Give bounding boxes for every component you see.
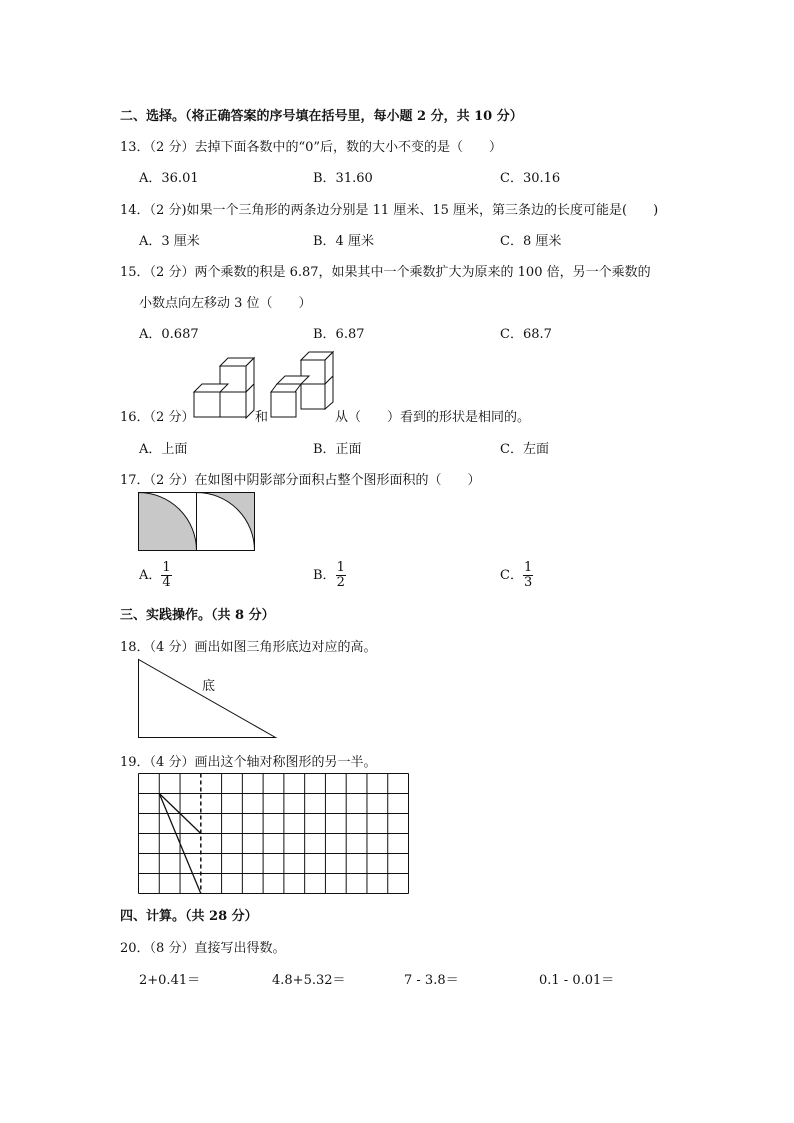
section-heading-practice: 三、实践操作。（共 8 分） (120, 608, 275, 623)
q16-and-word: 和 (255, 410, 269, 425)
question-20-stem: 20．（8 分）直接写出得数。 (120, 941, 286, 956)
q13-option-b: B．31.60 (313, 171, 373, 186)
question-13-stem: 13．（2 分）去掉下面各数中的“0”后，数的大小不变的是（ ） (120, 140, 503, 155)
q13-option-a: A．36.01 (139, 171, 199, 186)
right-triangle-figure (138, 659, 278, 739)
denominator: 4 (162, 575, 171, 590)
symmetry-grid-figure (138, 773, 410, 895)
numerator: 1 (523, 560, 533, 575)
q16-option-a: A．上面 (139, 442, 188, 457)
question-16-suffix: 从（ ）看到的形状是相同的。 (335, 410, 531, 425)
q14-option-c: C．8 厘米 (500, 234, 562, 249)
calc-item-4: 0.1 - 0.01＝ (539, 973, 615, 988)
triangle-base-label: 底 (202, 679, 216, 694)
question-15-stem-line2: 小数点向左移动 3 位（ ） (139, 296, 312, 311)
q14-option-a: A．3 厘米 (139, 234, 200, 249)
q13-option-c: C．30.16 (500, 171, 561, 186)
section-heading-choice: 二、选择。（将正确答案的序号填在括号里，每小题 2 分，共 10 分） (120, 109, 523, 124)
question-19-stem: 19．（4 分）画出这个轴对称图形的另一半。 (120, 755, 377, 770)
q15-option-c: C．68.7 (500, 327, 552, 342)
section-heading-calculation: 四、计算。（共 28 分） (120, 909, 258, 924)
q15-option-a: A．0.687 (139, 327, 199, 342)
question-15-stem-line1: 15．（2 分）两个乘数的积是 6.87，如果其中一个乘数扩大为原来的 100 倍，另一个乘数的 (120, 265, 651, 280)
calc-item-2: 4.8+5.32＝ (272, 973, 346, 988)
q17-option-b: B． $\frac{1}{2}$ (313, 560, 345, 590)
numerator: 1 (336, 560, 345, 575)
denominator: 3 (523, 575, 533, 590)
calc-item-1: 2+0.41＝ (139, 973, 201, 988)
q16-option-c: C．左面 (500, 442, 549, 457)
cube-figure-1 (192, 352, 262, 418)
numerator: 1 (162, 560, 171, 575)
q16-option-b: B．正面 (313, 442, 362, 457)
denominator: 2 (336, 575, 345, 590)
shaded-quarter-circles-figure (138, 492, 256, 552)
q17-option-c: C． $\frac{1}{3}$ (500, 560, 533, 590)
q15-option-b: B．6.87 (313, 327, 365, 342)
question-16-prefix: 16．（2 分） (120, 410, 195, 425)
q17-option-a: A． $\frac{1}{4}$ (139, 560, 171, 590)
question-17-stem: 17．（2 分）在如图中阴影部分面积占整个图形面积的（ ） (120, 473, 481, 488)
calc-item-3: 7 - 3.8＝ (404, 973, 459, 988)
question-14-stem: 14．（2 分)如果一个三角形的两条边分别是 11 厘米、15 厘米，第三条边的长度可能是( ) (120, 203, 659, 218)
question-18-stem: 18．（4 分）画出如图三角形底边对应的高。 (120, 640, 377, 655)
cube-figure-2 (269, 352, 335, 418)
q14-option-b: B．4 厘米 (313, 234, 374, 249)
